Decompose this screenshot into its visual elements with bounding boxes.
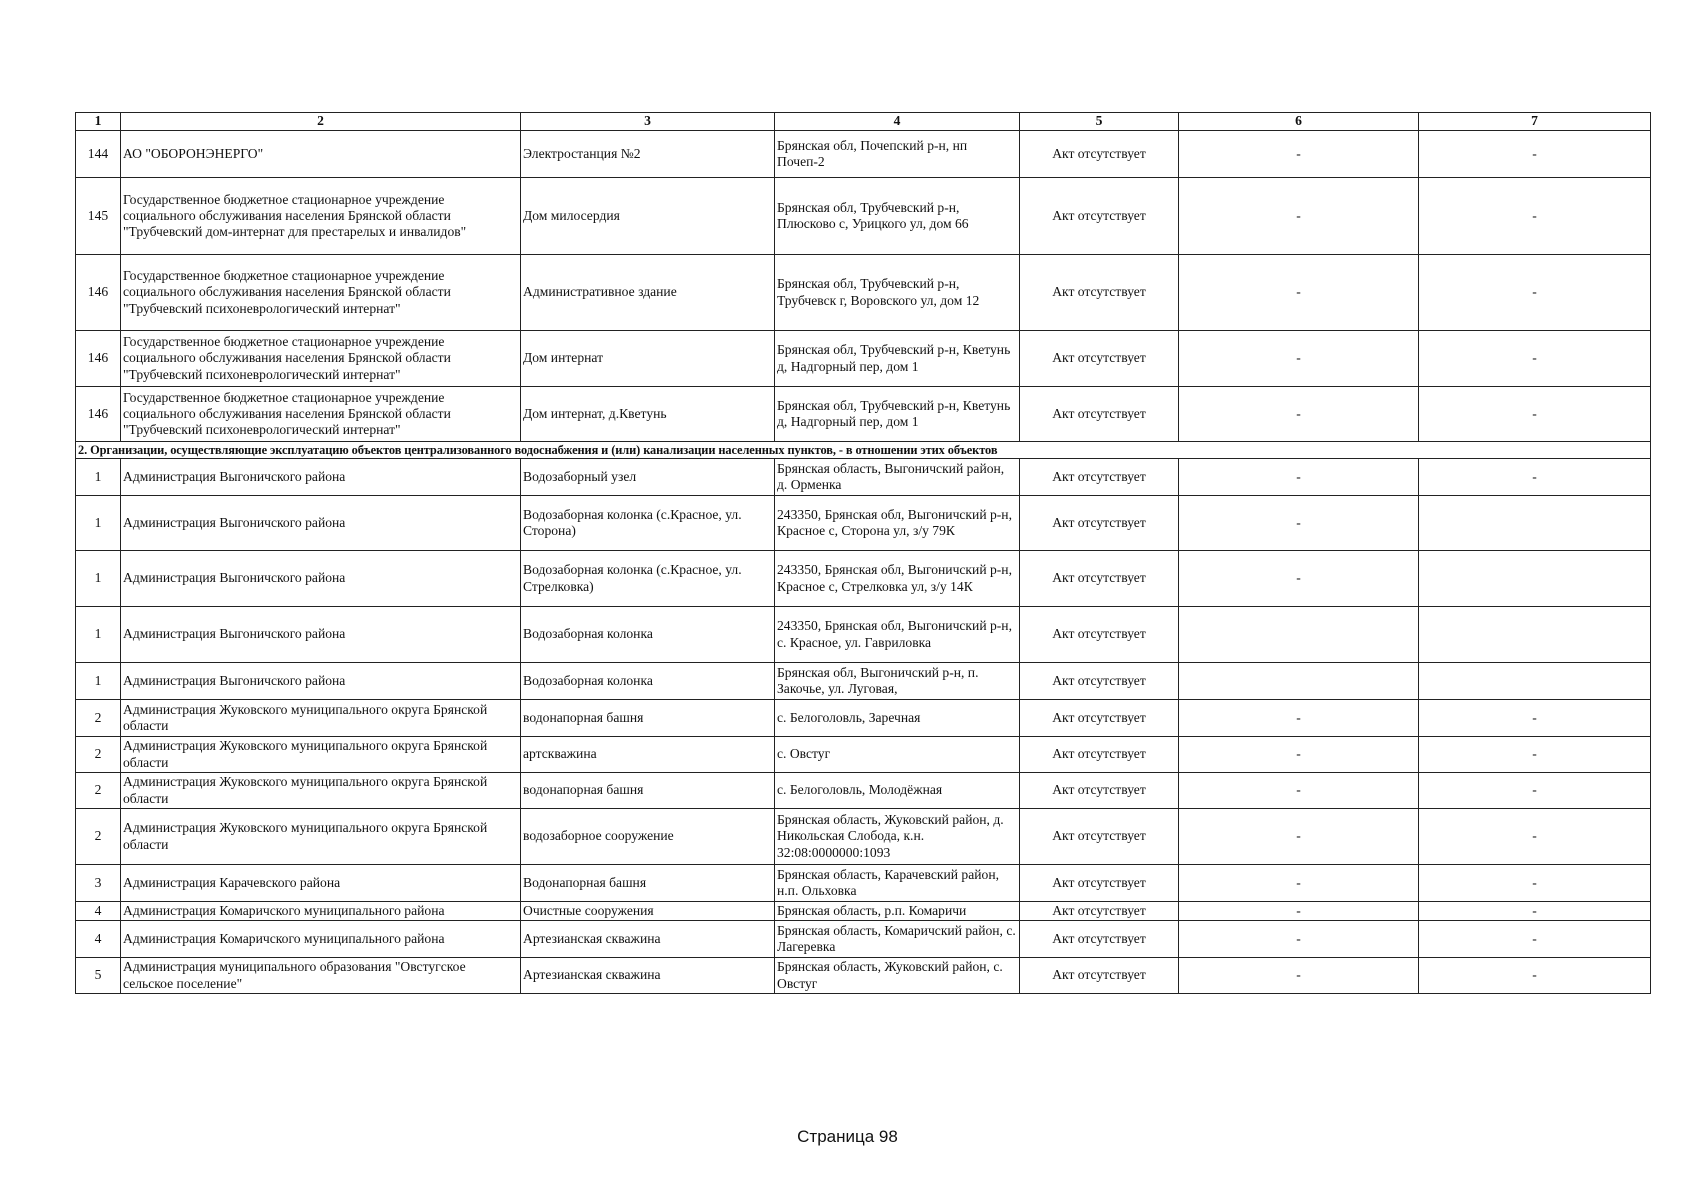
table-cell-num: 4 (76, 921, 121, 958)
table-row (76, 663, 1651, 700)
table-cell-num: 146 (76, 331, 121, 387)
table-cell-c7: - (1419, 255, 1651, 331)
table-row (76, 737, 1651, 773)
table-row (76, 773, 1651, 809)
table-row (76, 551, 1651, 607)
column-header: 3 (521, 113, 775, 131)
table-cell-c6: - (1179, 255, 1419, 331)
table-cell-org: Государственное бюджетное стационарное учреждение социального обслуживания населения Брянской области "Трубчевский психоневрологический интернат" (121, 387, 521, 442)
table-cell-obj: Водозаборная колонка (с.Красное, ул. Сторона) (521, 496, 775, 551)
table-cell-org: Администрация Выгоничского района (121, 607, 521, 663)
table-cell-obj: Дом милосердия (521, 178, 775, 255)
page-number: Страница 98 (797, 1127, 898, 1146)
table-row (76, 607, 1651, 663)
table-row (76, 459, 1651, 496)
table-cell-c7: - (1419, 331, 1651, 387)
table-cell-addr: Брянская область, Карачевский район, н.п. Ольховка (775, 865, 1020, 902)
table-cell-act: Акт отсутствует (1020, 737, 1179, 773)
table-cell-act: Акт отсутствует (1020, 958, 1179, 994)
table-cell-c6: - (1179, 700, 1419, 737)
table-cell-org: Администрация Жуковского муниципального округа Брянской области (121, 737, 521, 773)
table-cell-c7: - (1419, 809, 1651, 865)
table-cell-c6: - (1179, 865, 1419, 902)
table-cell-act: Акт отсутствует (1020, 255, 1179, 331)
table-cell-c6: - (1179, 958, 1419, 994)
table-cell-act: Акт отсутствует (1020, 663, 1179, 700)
table-cell-num: 3 (76, 865, 121, 902)
table-cell-org: Администрация Выгоничского района (121, 496, 521, 551)
table-cell-num: 1 (76, 496, 121, 551)
table-cell-c7: - (1419, 459, 1651, 496)
table-cell-c7: - (1419, 921, 1651, 958)
table-cell-act: Акт отсутствует (1020, 865, 1179, 902)
table-cell-act: Акт отсутствует (1020, 496, 1179, 551)
table-cell-c7: - (1419, 737, 1651, 773)
table-cell-c6: - (1179, 131, 1419, 178)
table-cell-num: 146 (76, 387, 121, 442)
table-cell-org: Администрация Комаричского муниципального района (121, 902, 521, 921)
table-cell-c6: - (1179, 902, 1419, 921)
section-title: 2. Организации, осуществляющие эксплуатацию объектов централизованного водоснабжения и (или) канализации населенных пунктов, - в отношении этих объектов (76, 442, 1651, 459)
table-cell-obj: Артезианская скважина (521, 921, 775, 958)
table-cell-org: Администрация Комаричского муниципального района (121, 921, 521, 958)
table-cell-obj: Водозаборная колонка (521, 607, 775, 663)
table-row (76, 496, 1651, 551)
table-cell-obj: Дом интернат, д.Кветунь (521, 387, 775, 442)
table-cell-num: 1 (76, 607, 121, 663)
table-row (76, 700, 1651, 737)
table-cell-c6: - (1179, 773, 1419, 809)
table-cell-org: Администрация Карачевского района (121, 865, 521, 902)
table-cell-addr: Брянская обл, Трубчевский р-н, Кветунь д, Надгорный пер, дом 1 (775, 387, 1020, 442)
table-row (76, 865, 1651, 902)
table-cell-act: Акт отсутствует (1020, 459, 1179, 496)
table-cell-addr: Брянская обл, Выгоничский р-н, п. Закочье, ул. Луговая, (775, 663, 1020, 700)
table-cell-num: 4 (76, 902, 121, 921)
table-cell-obj: Артезианская скважина (521, 958, 775, 994)
table-cell-c7: - (1419, 902, 1651, 921)
table-row (76, 131, 1651, 178)
table-cell-c7: - (1419, 387, 1651, 442)
table-cell-c7: - (1419, 773, 1651, 809)
table-cell-act: Акт отсутствует (1020, 902, 1179, 921)
column-header: 6 (1179, 113, 1419, 131)
table-cell-obj: Водонапорная башня (521, 865, 775, 902)
table-cell-c6: - (1179, 178, 1419, 255)
table-cell-obj: водонапорная башня (521, 773, 775, 809)
table-cell-act: Акт отсутствует (1020, 551, 1179, 607)
column-header: 1 (76, 113, 121, 131)
table-cell-obj: водозаборное сооружение (521, 809, 775, 865)
table-cell-obj: артскважина (521, 737, 775, 773)
table-cell-c7 (1419, 607, 1651, 663)
table-cell-num: 2 (76, 700, 121, 737)
registry-table (75, 112, 1651, 994)
column-header: 5 (1020, 113, 1179, 131)
table-cell-org: Администрация Жуковского муниципального округа Брянской области (121, 773, 521, 809)
table-cell-c7: - (1419, 865, 1651, 902)
table-row (76, 331, 1651, 387)
table-row (76, 809, 1651, 865)
table-cell-num: 2 (76, 737, 121, 773)
table-row (76, 255, 1651, 331)
table-cell-addr: 243350, Брянская обл, Выгоничский р-н, Красное с, Стрелковка ул, з/у 14К (775, 551, 1020, 607)
table-cell-c6: - (1179, 809, 1419, 865)
table-cell-act: Акт отсутствует (1020, 131, 1179, 178)
table-cell-num: 1 (76, 551, 121, 607)
table-cell-c7: - (1419, 178, 1651, 255)
table-cell-act: Акт отсутствует (1020, 809, 1179, 865)
table-cell-act: Акт отсутствует (1020, 178, 1179, 255)
table-cell-num: 146 (76, 255, 121, 331)
table-cell-addr: Брянская область, Жуковский район, д. Никольская Слобода, к.н. 32:08:0000000:1093 (775, 809, 1020, 865)
table-cell-addr: Брянская область, Выгоничский район, д. Орменка (775, 459, 1020, 496)
table-cell-num: 145 (76, 178, 121, 255)
table-cell-org: Государственное бюджетное стационарное учреждение социального обслуживания населения Брянской области "Трубчевский психоневрологический интернат" (121, 255, 521, 331)
section-header-row (76, 442, 1651, 459)
table-cell-addr: с. Белоголовль, Заречная (775, 700, 1020, 737)
table-cell-c7: - (1419, 700, 1651, 737)
column-header: 7 (1419, 113, 1651, 131)
column-header: 2 (121, 113, 521, 131)
table-cell-num: 1 (76, 663, 121, 700)
table-cell-addr: Брянская область, р.п. Комаричи (775, 902, 1020, 921)
table-cell-org: Администрация муниципального образования "Овстугское сельское поселение" (121, 958, 521, 994)
table-cell-addr: Брянская обл, Трубчевский р-н, Плюсково с, Урицкого ул, дом 66 (775, 178, 1020, 255)
table-cell-addr: 243350, Брянская обл, Выгоничский р-н, Красное с, Сторона ул, з/у 79К (775, 496, 1020, 551)
table-cell-num: 2 (76, 809, 121, 865)
table-cell-c6: - (1179, 737, 1419, 773)
table-cell-org: Администрация Выгоничского района (121, 663, 521, 700)
table-cell-org: Администрация Жуковского муниципального округа Брянской области (121, 700, 521, 737)
table-cell-act: Акт отсутствует (1020, 387, 1179, 442)
table-cell-addr: с. Овстуг (775, 737, 1020, 773)
table-cell-addr: Брянская обл, Трубчевский р-н, Кветунь д, Надгорный пер, дом 1 (775, 331, 1020, 387)
column-header-row (76, 113, 1651, 131)
table-row (76, 902, 1651, 921)
table-cell-org: Администрация Жуковского муниципального округа Брянской области (121, 809, 521, 865)
table-cell-num: 2 (76, 773, 121, 809)
table-cell-c7 (1419, 551, 1651, 607)
table-cell-obj: Водозаборная колонка (с.Красное, ул. Стрелковка) (521, 551, 775, 607)
table-cell-c6: - (1179, 551, 1419, 607)
table-row (76, 178, 1651, 255)
table-cell-addr: Брянская область, Комаричский район, с. Лагеревка (775, 921, 1020, 958)
table-cell-c7: - (1419, 131, 1651, 178)
table-cell-c6: - (1179, 459, 1419, 496)
table-cell-org: Государственное бюджетное стационарное учреждение социального обслуживания населения Брянской области "Трубчевский дом-интернат для престарелых и инвалидов" (121, 178, 521, 255)
table-cell-obj: Административное здание (521, 255, 775, 331)
table-cell-act: Акт отсутствует (1020, 773, 1179, 809)
table-cell-act: Акт отсутствует (1020, 331, 1179, 387)
table-cell-c6: - (1179, 387, 1419, 442)
table-cell-obj: Очистные сооружения (521, 902, 775, 921)
table-cell-num: 1 (76, 459, 121, 496)
table-cell-obj: водонапорная башня (521, 700, 775, 737)
table-cell-c6: - (1179, 921, 1419, 958)
table-cell-act: Акт отсутствует (1020, 700, 1179, 737)
table-row (76, 958, 1651, 994)
table-cell-obj: Водозаборная колонка (521, 663, 775, 700)
table-cell-c7: - (1419, 958, 1651, 994)
table-cell-c6 (1179, 663, 1419, 700)
table-cell-obj: Дом интернат (521, 331, 775, 387)
table-cell-act: Акт отсутствует (1020, 607, 1179, 663)
column-header: 4 (775, 113, 1020, 131)
table-cell-num: 144 (76, 131, 121, 178)
table-cell-c6 (1179, 607, 1419, 663)
table-cell-addr: Брянская область, Жуковский район, с. Овстуг (775, 958, 1020, 994)
table-cell-num: 5 (76, 958, 121, 994)
table-cell-c6: - (1179, 496, 1419, 551)
table-cell-c7 (1419, 663, 1651, 700)
table-cell-org: Администрация Выгоничского района (121, 551, 521, 607)
table-cell-addr: 243350, Брянская обл, Выгоничский р-н, с. Красное, ул. Гавриловка (775, 607, 1020, 663)
table-cell-addr: Брянская обл, Почепский р-н, нп Почеп-2 (775, 131, 1020, 178)
table-row (76, 921, 1651, 958)
table-cell-addr: с. Белоголовль, Молодёжная (775, 773, 1020, 809)
table-cell-org: Администрация Выгоничского района (121, 459, 521, 496)
table-cell-addr: Брянская обл, Трубчевский р-н, Трубчевск г, Воровского ул, дом 12 (775, 255, 1020, 331)
table-cell-org: Государственное бюджетное стационарное учреждение социального обслуживания населения Брянской области "Трубчевский психоневрологический интернат" (121, 331, 521, 387)
table-cell-c6: - (1179, 331, 1419, 387)
table-cell-obj: Водозаборный узел (521, 459, 775, 496)
table-cell-org: АО "ОБОРОНЭНЕРГО" (121, 131, 521, 178)
table-row (76, 387, 1651, 442)
table-cell-c7 (1419, 496, 1651, 551)
table-cell-obj: Электростанция №2 (521, 131, 775, 178)
table-cell-act: Акт отсутствует (1020, 921, 1179, 958)
